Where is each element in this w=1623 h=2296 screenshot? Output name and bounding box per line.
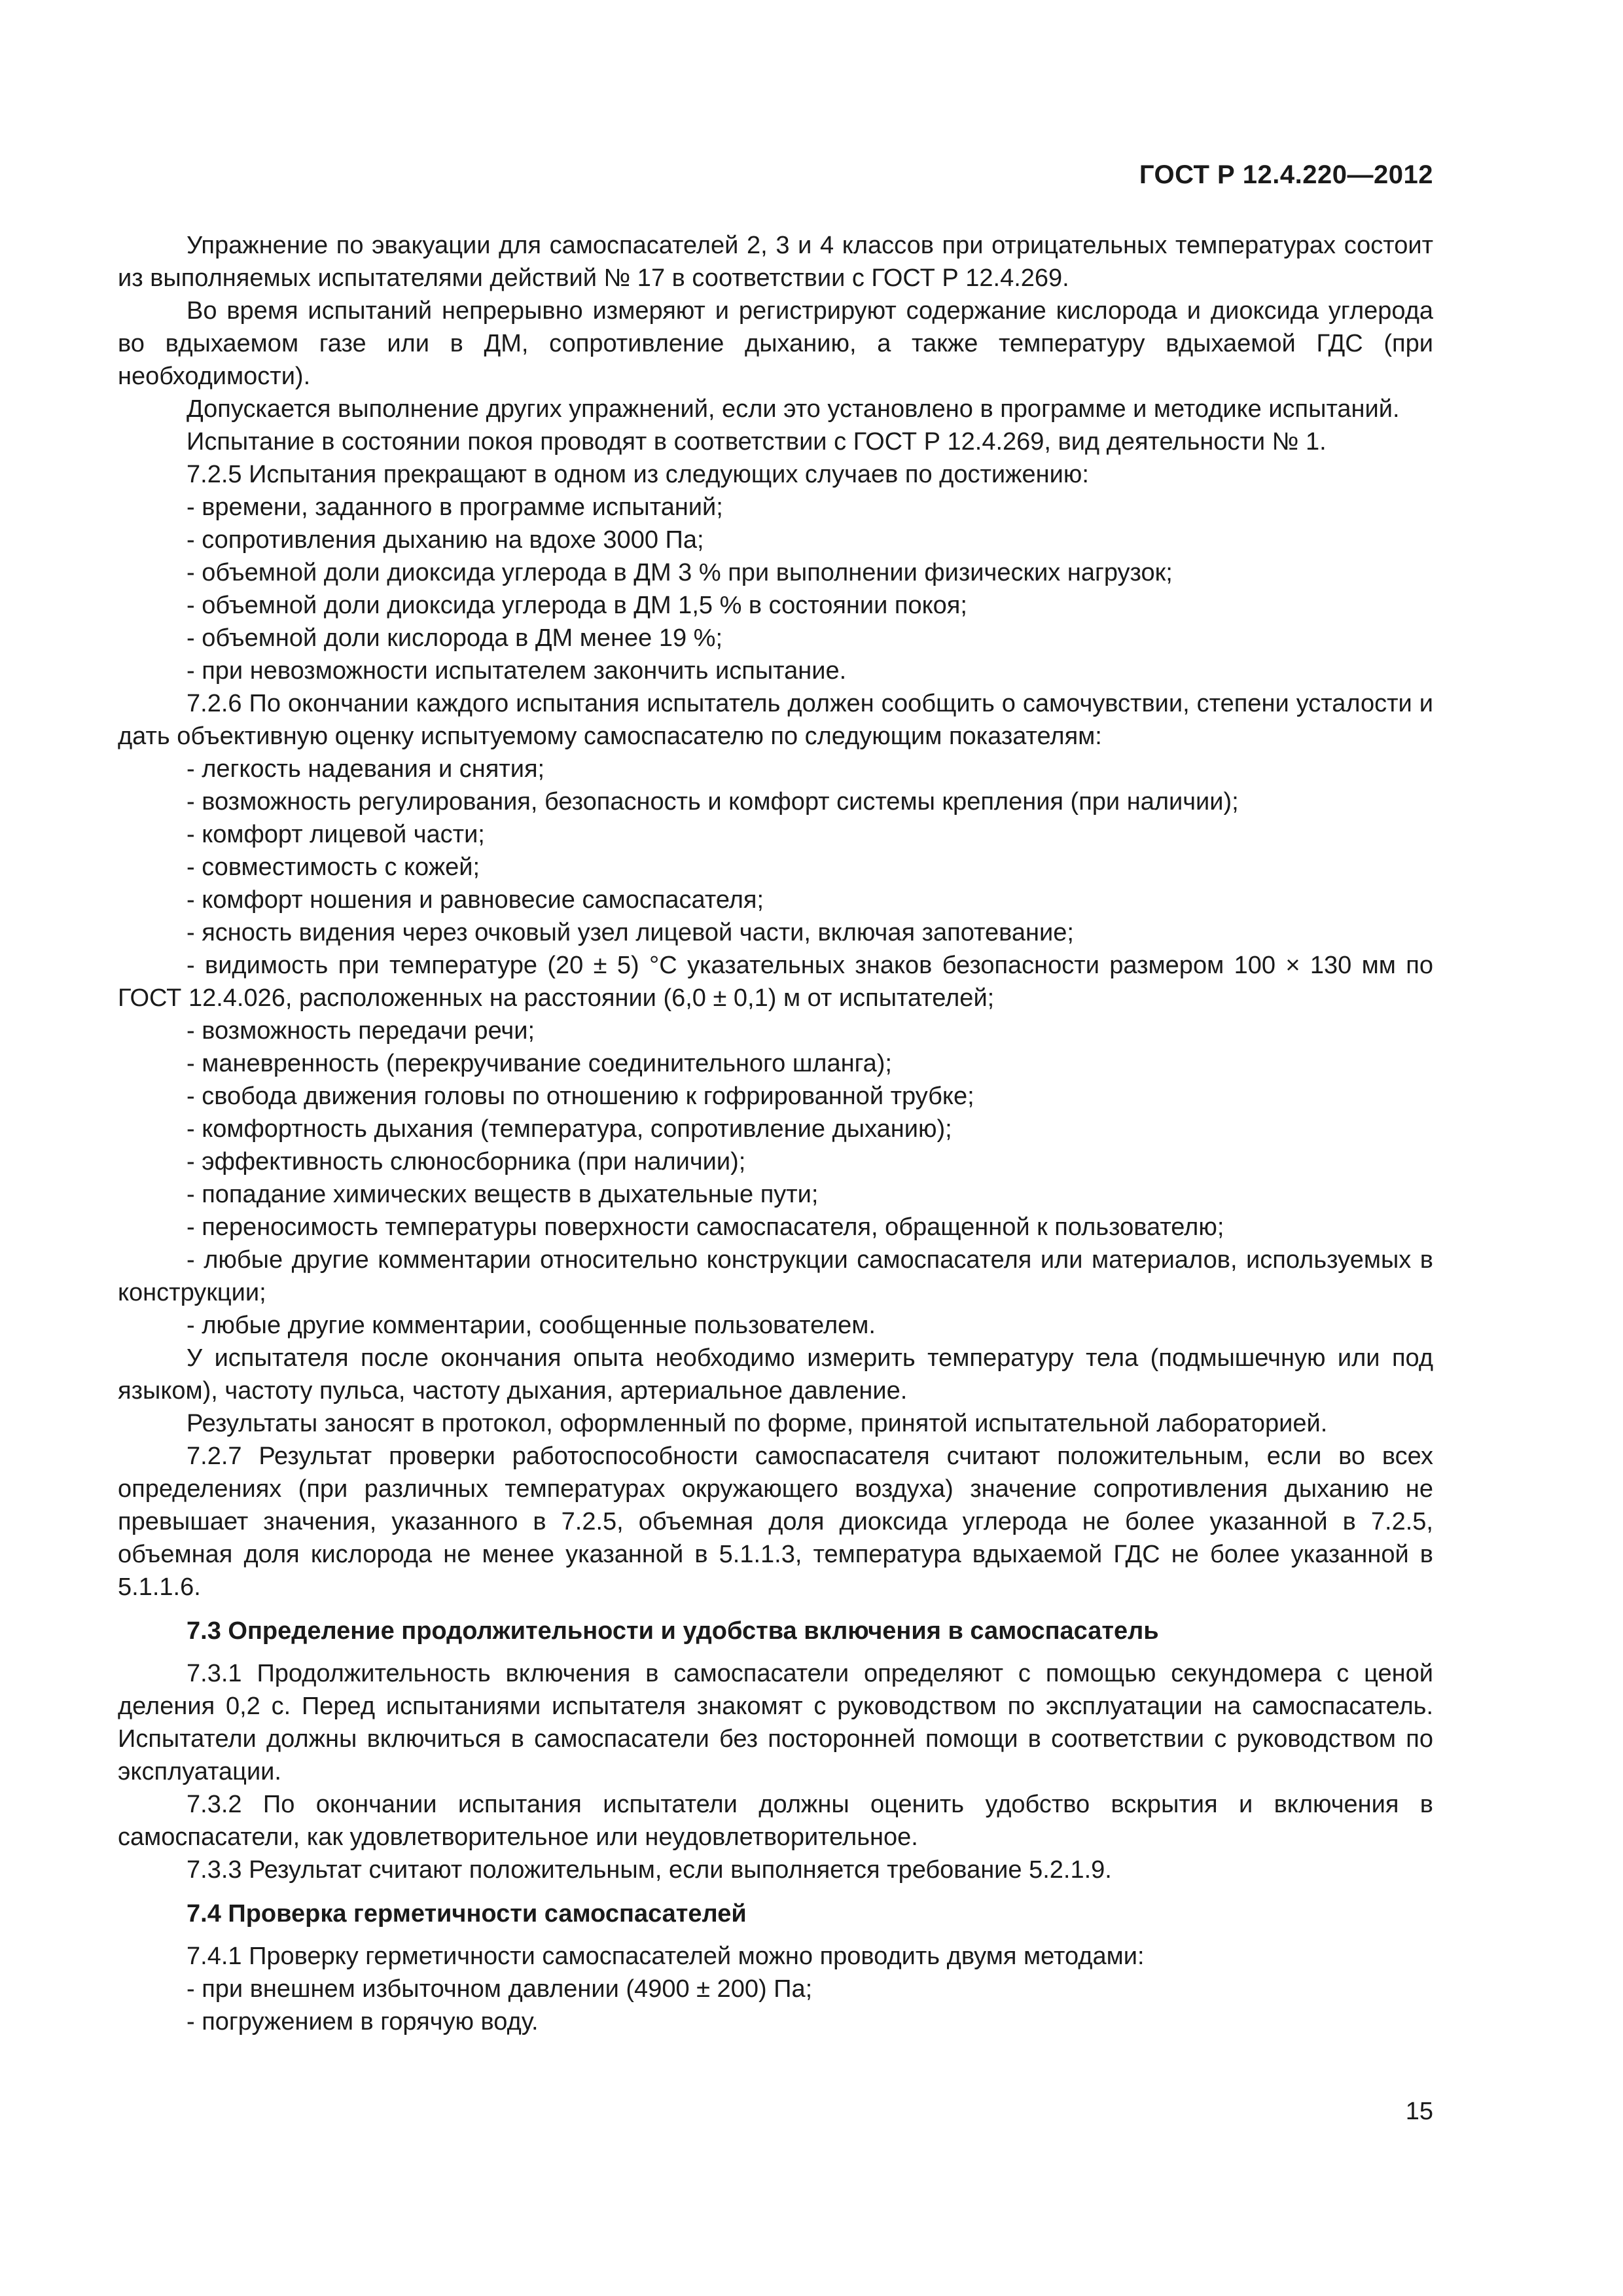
list-item: - свобода движения головы по отношению к гофрированной трубке; xyxy=(187,1083,974,1110)
list-item: - возможность передачи речи; xyxy=(187,1017,535,1045)
list-item: - сопротивления дыханию на вдохе 3000 Па; xyxy=(187,526,704,554)
list-item: - переносимость температуры поверхности самоспасателя, обращенной к пользователю; xyxy=(187,1213,1224,1241)
list-item: - времени, заданного в программе испытаний; xyxy=(187,493,723,521)
list-item: - объемной доли кислорода в ДМ менее 19 %; xyxy=(187,624,723,652)
section-heading-7-4: 7.4 Проверка герметичности самоспасателей xyxy=(187,1900,747,1928)
document-body xyxy=(118,229,1433,2038)
list-item: - ясность видения через очковый узел лицевой части, включая запотевание; xyxy=(187,919,1074,946)
standard-number-header: ГОСТ Р 12.4.220—2012 xyxy=(1139,160,1433,189)
list-item: - возможность регулирования, безопасность и комфорт системы крепления (при наличии); xyxy=(187,788,1239,816)
list-item: - любые другие комментарии, сообщенные пользователем. xyxy=(187,1312,876,1339)
list-item: - эффективность слюносборника (при наличии); xyxy=(187,1148,746,1175)
clause-7-2-6: 7.2.6 По окончании каждого испытания испытатель должен сообщить о самочувствии, степени усталости и дать объективную оценку испытуемому самоспасателю по следующим показателям: xyxy=(118,690,1433,750)
paragraph: Во время испытаний непрерывно измеряют и регистрируют содержание кислорода и диоксида углерода во вдыхаемом газе или в ДМ, сопротивление дыханию, а также температуру вдыхаемой ГДС (при необходимости). xyxy=(118,297,1433,390)
list-item: - при внешнем избыточном давлении (4900 ± 200) Па; xyxy=(187,1975,813,2003)
clause-7-3-2: 7.3.2 По окончании испытания испытатели должны оценить удобство вскрытия и включения в самоспасатели, как удовлетворительное или неудовлетворительное. xyxy=(118,1791,1433,1851)
list-item: - погружением в горячую воду. xyxy=(187,2008,539,2036)
list-item: - комфортность дыхания (температура, сопротивление дыханию); xyxy=(187,1115,952,1143)
list-item: - попадание химических веществ в дыхательные пути; xyxy=(187,1181,819,1208)
clause-7-3-1: 7.3.1 Продолжительность включения в самоспасатели определяют с помощью секундомера с ценой деления 0,2 с. Перед испытаниями испытателя знакомят с руководством по эксплуатации на самоспасатель. Испытатели должны включиться в самоспасатели без посторонней помощи в соответствии с руководством по эксплуатации. xyxy=(118,1660,1433,1785)
list-item: - объемной доли диоксида углерода в ДМ 3 % при выполнении физических нагрузок; xyxy=(187,559,1173,586)
paragraph: Результаты заносят в протокол, оформленный по форме, принятой испытательной лабораторией. xyxy=(187,1410,1328,1437)
list-item: - при невозможности испытателем закончить испытание. xyxy=(187,657,847,685)
clause-7-2-7: 7.2.7 Результат проверки работоспособности самоспасателя считают положительным, если во всех определениях (при различных температурах окружающего воздуха) значение сопротивления дыханию не превышает значения, указанного в 7.2.5, объемная доля диоксида углерода не более указанной в 7.2.5, объемная доля кислорода не менее указанной в 5.1.1.3, температура вдыхаемой ГДС не более указанной в 5.1.1.6. xyxy=(118,1443,1433,1601)
paragraph: У испытателя после окончания опыта необходимо измерить температуру тела (подмышечную или под языком), частоту пульса, частоту дыхания, артериальное давление. xyxy=(118,1344,1433,1405)
list-item: - объемной доли диоксида углерода в ДМ 1,5 % в состоянии покоя; xyxy=(187,592,967,619)
list-item: - маневренность (перекручивание соединительного шланга); xyxy=(187,1050,892,1077)
paragraph: Допускается выполнение других упражнений, если это установлено в программе и методике испытаний. xyxy=(187,395,1400,423)
page-number: 15 xyxy=(1405,2098,1433,2125)
list-item: - видимость при температуре (20 ± 5) °С указательных знаков безопасности размером 100 × 130 мм по ГОСТ 12.4.026, расположенных на расстоянии (6,0 ± 0,1) м от испытателей; xyxy=(118,952,1433,1012)
list-item: - совместимость с кожей; xyxy=(187,853,480,881)
list-item: - комфорт лицевой части; xyxy=(187,821,485,848)
list-item: - комфорт ношения и равновесие самоспасателя; xyxy=(187,886,764,914)
list-item: - легкость надевания и снятия; xyxy=(187,755,545,783)
clause-7-2-5: 7.2.5 Испытания прекращают в одном из следующих случаев по достижению: xyxy=(187,461,1089,488)
list-item: - любые другие комментарии относительно конструкции самоспасателя или материалов, используемых в конструкции; xyxy=(118,1246,1433,1306)
clause-7-3-3: 7.3.3 Результат считают положительным, если выполняется требование 5.2.1.9. xyxy=(187,1856,1112,1884)
section-heading-7-3: 7.3 Определение продолжительности и удобства включения в самоспасатель xyxy=(187,1617,1159,1645)
clause-7-4-1: 7.4.1 Проверку герметичности самоспасателей можно проводить двумя методами: xyxy=(187,1943,1145,1970)
paragraph: Испытание в состоянии покоя проводят в соответствии с ГОСТ Р 12.4.269, вид деятельности № 1. xyxy=(187,428,1327,456)
paragraph: Упражнение по эвакуации для самоспасателей 2, 3 и 4 классов при отрицательных температурах состоит из выполняемых испытателями действий № 17 в соответствии с ГОСТ Р 12.4.269. xyxy=(118,232,1433,292)
